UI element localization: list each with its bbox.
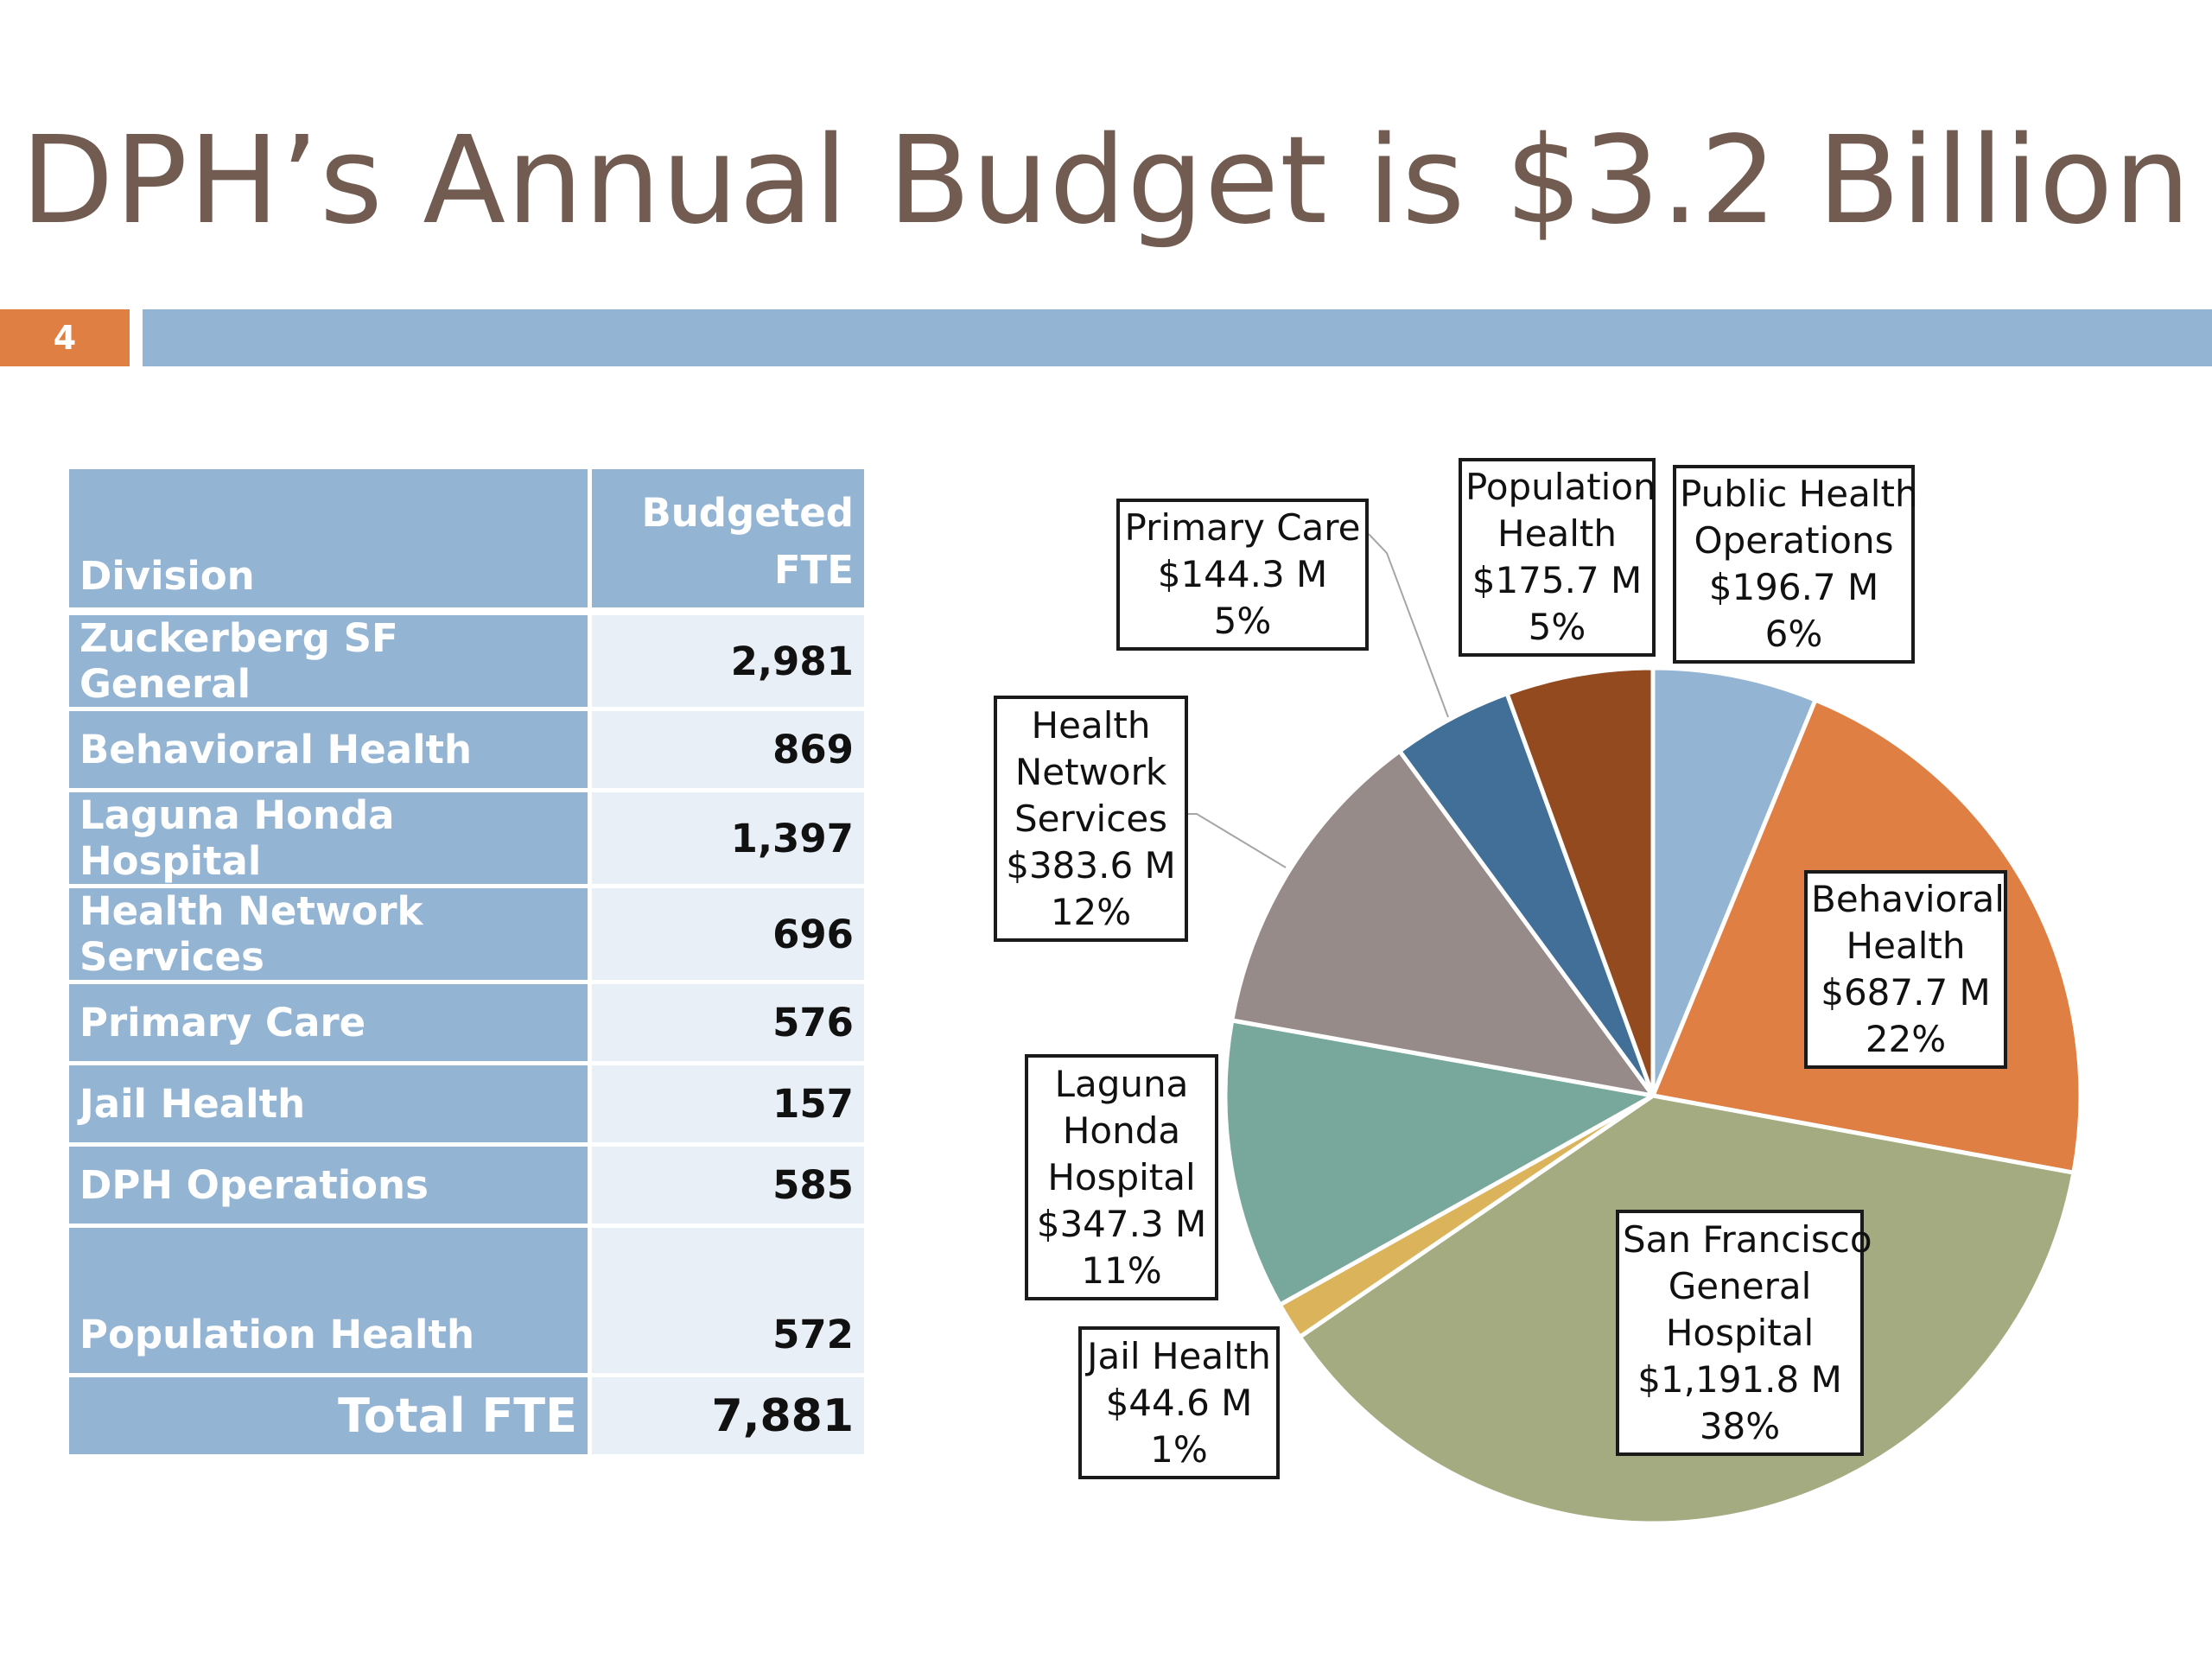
label-name-line: Network [1014,750,1167,793]
label-amount: $196.7 M [1708,566,1879,608]
label-amount: $44.6 M [1105,1381,1253,1424]
division-cell: Zuckerberg SF General [69,615,592,711]
slide-title: DPH’s Annual Budget is $3.2 Billion [20,111,2192,251]
label-name-line: Services [1014,797,1168,840]
label-name-line: Jail Health [1087,1334,1271,1377]
data-label-jail [1078,1326,1280,1479]
label-amount: $687.7 M [1821,971,1991,1014]
slide-number: 4 [0,309,130,366]
division-cell: Population Health [69,1228,592,1377]
label-name-line: Hospital [1047,1155,1196,1198]
data-label-sfgh [1616,1210,1872,1456]
label-name-line: Population [1465,466,1656,508]
division-header: Division [69,469,592,615]
data-label-bh [1804,870,2007,1069]
label-name-line: Health [1497,512,1617,555]
label-percent: 6% [1764,613,1823,655]
fte-cell: 2,981 [592,615,864,711]
division-cell: Laguna Honda Hospital [69,792,592,888]
label-percent: 22% [1865,1018,1947,1060]
label-name-line: Hospital [1665,1311,1815,1354]
division-cell: Behavioral Health [69,711,592,792]
fte-cell: 869 [592,711,864,792]
label-amount: $1,191.8 M [1637,1357,1842,1401]
division-cell: Primary Care [69,984,592,1065]
division-cell: Jail Health [69,1065,592,1147]
label-percent: 5% [1528,606,1586,648]
label-name-line: San Francisco [1623,1217,1872,1261]
label-name-line: Behavioral [1811,878,2005,920]
label-percent: 5% [1213,600,1272,642]
label-amount: $347.3 M [1036,1202,1207,1245]
label-percent: 12% [1050,890,1132,933]
data-label-ph [1459,458,1656,657]
label-name-line: Public Health [1680,473,1918,515]
fte-header-line2: FTE [773,547,854,593]
label-name-line: Health [1031,703,1151,747]
fte-cell: 696 [592,888,864,984]
label-percent: 38% [1699,1404,1781,1447]
label-name-line: Primary Care [1124,506,1361,549]
label-percent: 1% [1150,1427,1208,1471]
label-amount: $144.3 M [1157,553,1328,595]
label-name-line: General [1668,1264,1812,1307]
label-name-line: Honda [1062,1109,1181,1152]
data-label-pc [1116,499,1369,651]
label-amount: $383.6 M [1006,843,1176,887]
total-fte: 7,881 [592,1377,864,1459]
leader-line-hns [1188,814,1286,868]
fte-cell: 157 [592,1065,864,1147]
label-amount: $175.7 M [1471,559,1643,601]
data-label-lhh [1025,1054,1218,1300]
total-label: Total FTE [69,1377,592,1459]
leader-line-pc [1369,534,1448,717]
label-name-line: Operations [1694,519,1894,562]
label-percent: 11% [1081,1249,1162,1292]
data-label-hns [994,696,1188,942]
division-cell: DPH Operations [69,1147,592,1228]
label-name-line: Laguna [1054,1062,1189,1105]
fte-cell: 1,397 [592,792,864,888]
division-cell: Health Network Services [69,888,592,984]
fte-cell: 572 [592,1228,864,1377]
fte-cell: 576 [592,984,864,1065]
fte-cell: 585 [592,1147,864,1228]
label-name-line: Health [1846,925,1966,967]
data-label-pho [1673,465,1918,664]
fte-header-line1: Budgeted [641,490,854,536]
